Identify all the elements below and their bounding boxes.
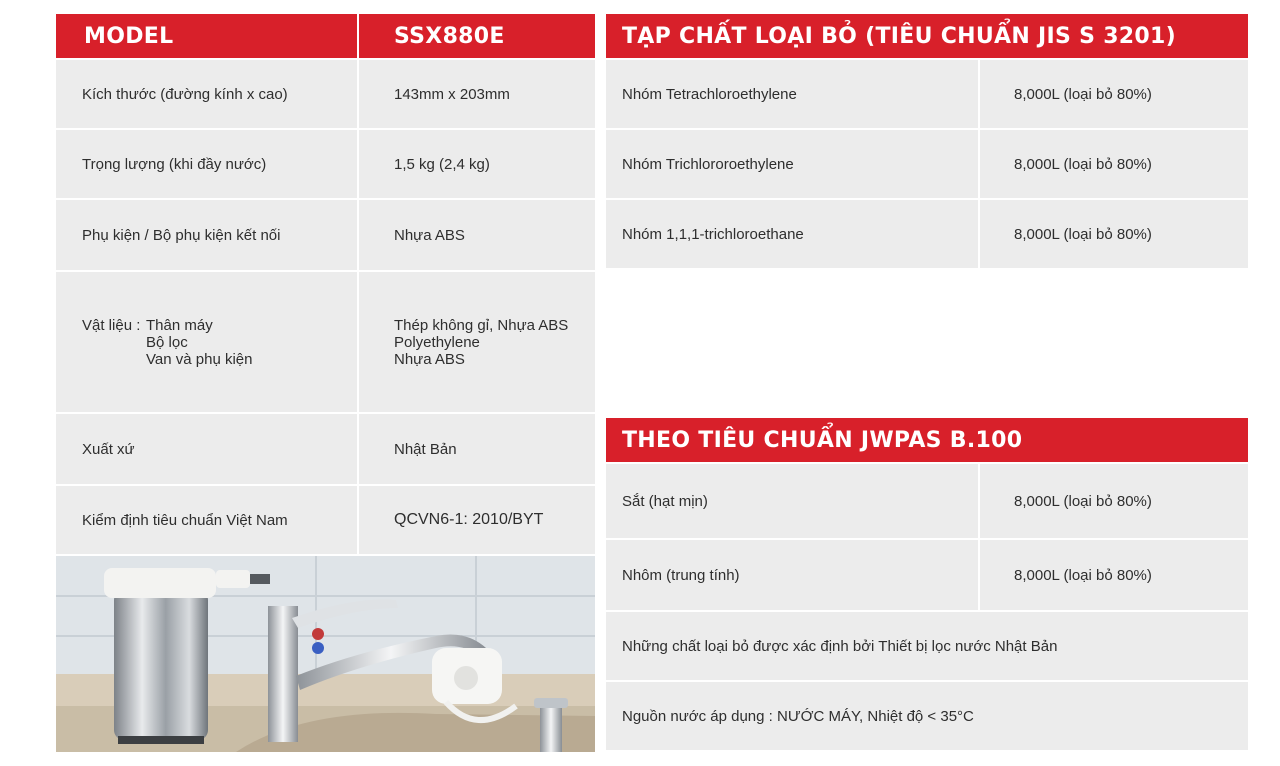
water-filter-faucet-photo [56, 556, 595, 752]
spec-value-accessories [359, 200, 595, 270]
materials-value: Thép không gỉ, Nhựa ABS [394, 316, 569, 334]
spec-value-size [359, 60, 595, 128]
note-text: Nguồn nước áp dụng : NƯỚC MÁY, Nhiệt độ < 35°C [622, 707, 974, 725]
model-header-label [56, 14, 357, 58]
impurity-value-text: 8,000L (loại bỏ 80%) [1014, 155, 1152, 173]
spec-value-text: QCVN6-1: 2010/BYT [394, 511, 544, 528]
spec-value-text: 1,5 kg (2,4 kg) [394, 155, 490, 173]
product-photo [56, 556, 595, 752]
impurity-value-text: 8,000L (loại bỏ 80%) [1014, 225, 1152, 243]
jwpas-section-title [606, 418, 1248, 462]
impurity-value [980, 60, 1248, 128]
spec-value-text: Nhật Bản [394, 440, 457, 458]
spec-label-text: Phụ kiện / Bộ phụ kiện kết nối [82, 226, 281, 244]
impurity-label-text: Nhóm 1,1,1-trichloroethane [622, 225, 804, 243]
spec-value-weight [359, 130, 595, 198]
spec-value-origin [359, 414, 595, 484]
jwpas-note [606, 612, 1248, 680]
spec-label-origin [56, 414, 357, 484]
materials-prefix: Vật liệu : [82, 316, 141, 334]
spec-label-size [56, 60, 357, 128]
impurity-value [980, 200, 1248, 268]
materials-value: Polyethylene [394, 333, 480, 351]
model-header-text: MODEL [84, 23, 174, 49]
impurity-label [606, 130, 978, 198]
spec-value-text: 143mm x 203mm [394, 85, 510, 103]
impurity-label [606, 60, 978, 128]
spec-label-text: Xuất xứ [82, 440, 135, 458]
jwpas-value-text: 8,000L (loại bỏ 80%) [1014, 566, 1152, 584]
section-title-text: TẠP CHẤT LOẠI BỎ (TIÊU CHUẨN JIS S 3201) [622, 23, 1176, 49]
spec-label-accessories [56, 200, 357, 270]
model-value-text: SSX880E [394, 23, 505, 49]
materials-sub-label: Van và phụ kiện [146, 350, 253, 368]
jwpas-value-text: 8,000L (loại bỏ 80%) [1014, 492, 1152, 510]
note-text: Những chất loại bỏ được xác định bởi Thiết bị lọc nước Nhật Bản [622, 637, 1058, 655]
spec-label-text: Trọng lượng (khi đầy nước) [82, 155, 267, 173]
spec-label-certification [56, 486, 357, 554]
spec-value-certification [359, 486, 595, 554]
model-header-value [359, 14, 595, 58]
impurity-value [980, 130, 1248, 198]
impurity-label-text: Nhóm Tetrachloroethylene [622, 85, 797, 103]
materials-sub-label: Thân máy [146, 316, 213, 334]
jwpas-label-text: Nhôm (trung tính) [622, 566, 740, 584]
section-title-text: THEO TIÊU CHUẨN JWPAS B.100 [622, 427, 1023, 453]
spec-label-materials [56, 272, 357, 412]
jwpas-value [980, 540, 1248, 610]
jwpas-label [606, 464, 978, 538]
materials-value: Nhựa ABS [394, 350, 465, 368]
spec-value-text: Nhựa ABS [394, 226, 465, 244]
impurities-section-title [606, 14, 1248, 58]
spec-label-text: Kích thước (đường kính x cao) [82, 85, 288, 103]
materials-sub-label: Bộ lọc [146, 333, 188, 351]
impurity-value-text: 8,000L (loại bỏ 80%) [1014, 85, 1152, 103]
spec-label-weight [56, 130, 357, 198]
jwpas-note [606, 682, 1248, 750]
spec-label-text: Kiểm định tiêu chuẩn Việt Nam [82, 511, 288, 529]
jwpas-label [606, 540, 978, 610]
impurity-label-text: Nhóm Trichlororoethylene [622, 155, 794, 173]
jwpas-value [980, 464, 1248, 538]
impurity-label [606, 200, 978, 268]
spec-value-materials [359, 272, 595, 412]
jwpas-label-text: Sắt (hạt mịn) [622, 492, 708, 510]
